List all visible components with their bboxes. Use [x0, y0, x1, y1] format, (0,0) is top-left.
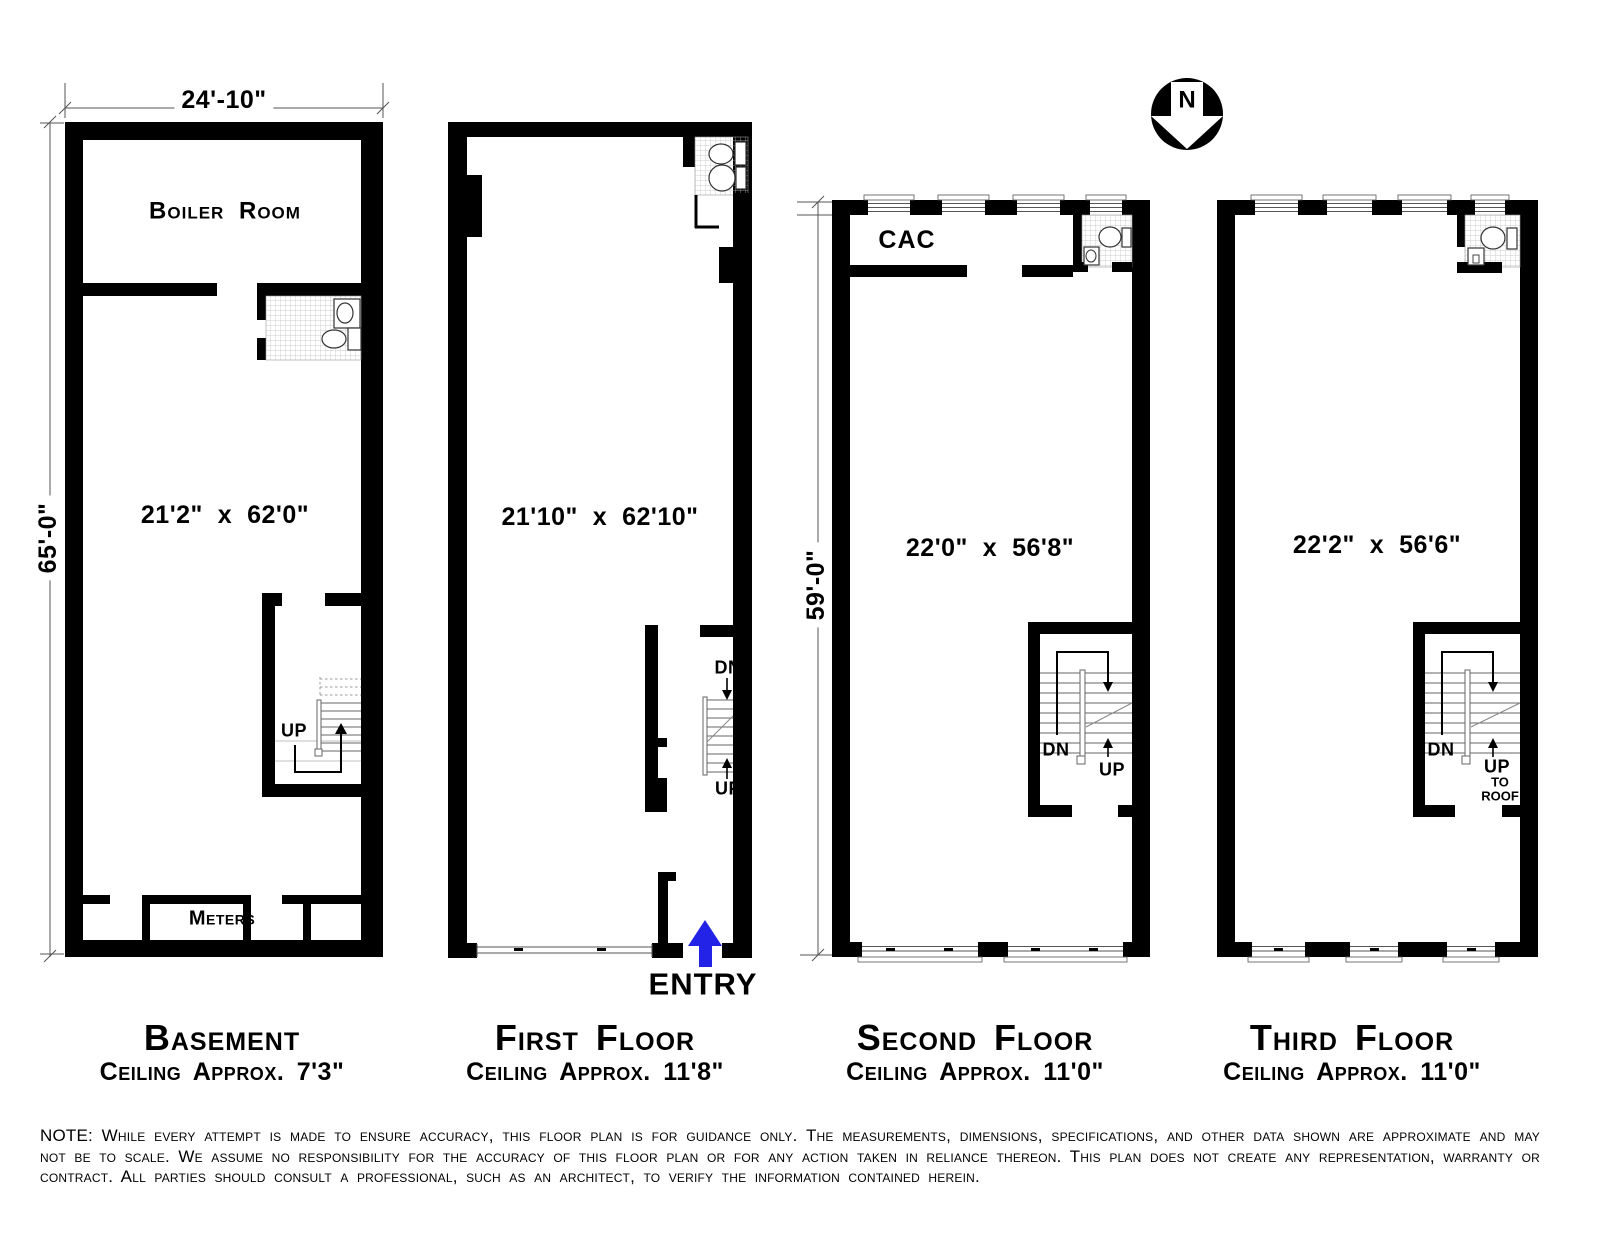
second-floor-ceiling-label: Ceiling Approx. 11'0"	[846, 1057, 1104, 1086]
first-floor-plan	[448, 122, 752, 967]
basement-height-dimension: 65'-0"	[35, 496, 61, 581]
second-floor-interior-dimension: 22'0" x 56'8"	[905, 533, 1075, 562]
third-floor-bathroom	[1457, 215, 1520, 273]
basement-ceiling-label: Ceiling Approx. 7'3"	[99, 1057, 345, 1086]
third-floor-title: Third Floor	[1249, 1017, 1455, 1059]
second-floor-bathroom	[1073, 215, 1132, 272]
third-floor-dn-label: DN	[1427, 739, 1455, 760]
north-letter: N	[1178, 86, 1196, 114]
disclaimer-note: NOTE: While every attempt is made to ensure accuracy, this floor plan is for guidance only. The measurements, dimensions, specifications, and other data shown are approximate and may not be to scale. We assume no responsibility for the accuracy of this floor plan or for any action taken in reliance thereon. This plan does not create any representation, warranty or contract. All parties should consult a professional, such as an architect, to verify the information contained herein.	[40, 1126, 1540, 1186]
entry-label: ENTRY	[648, 966, 758, 1002]
meters-label: Meters	[188, 907, 256, 930]
second-floor-dn-label: DN	[1042, 739, 1070, 760]
basement-width-dimension: 24'-10"	[174, 87, 273, 113]
second-floor-height-dimension: 59'-0"	[803, 543, 829, 628]
third-floor-plan	[1217, 195, 1538, 962]
third-floor-interior-dimension: 22'2" x 56'6"	[1292, 530, 1462, 559]
basement-interior-dimension: 21'2" x 62'0"	[140, 500, 310, 529]
cac-label: CAC	[878, 225, 936, 254]
basement-stairs	[275, 677, 361, 761]
third-floor-bottom-windows	[1248, 947, 1499, 963]
first-floor-up-label: UP	[714, 778, 742, 799]
first-floor-title: First Floor	[494, 1017, 696, 1059]
boiler-room-label: Boiler Room	[149, 197, 301, 225]
first-floor-dn-label: DN	[714, 657, 742, 678]
second-floor-up-label: UP	[1098, 759, 1126, 780]
storefront-window	[477, 944, 652, 957]
second-floor-plan	[797, 195, 1150, 962]
third-floor-ceiling-label: Ceiling Approx. 11'0"	[1223, 1057, 1481, 1086]
first-floor-interior-dimension: 21'10" x 62'10"	[501, 502, 699, 531]
second-floor-title: Second Floor	[856, 1017, 1094, 1059]
entry-arrow	[688, 920, 722, 967]
third-floor-up-to-roof-label: TO ROOF	[1481, 774, 1519, 804]
first-floor-ceiling-label: Ceiling Approx. 11'8"	[466, 1057, 724, 1086]
basement-bathroom	[266, 296, 361, 360]
basement-up-label: UP	[280, 720, 308, 741]
third-floor-up-label: UP	[1483, 756, 1511, 777]
basement-title: Basement	[143, 1017, 301, 1059]
